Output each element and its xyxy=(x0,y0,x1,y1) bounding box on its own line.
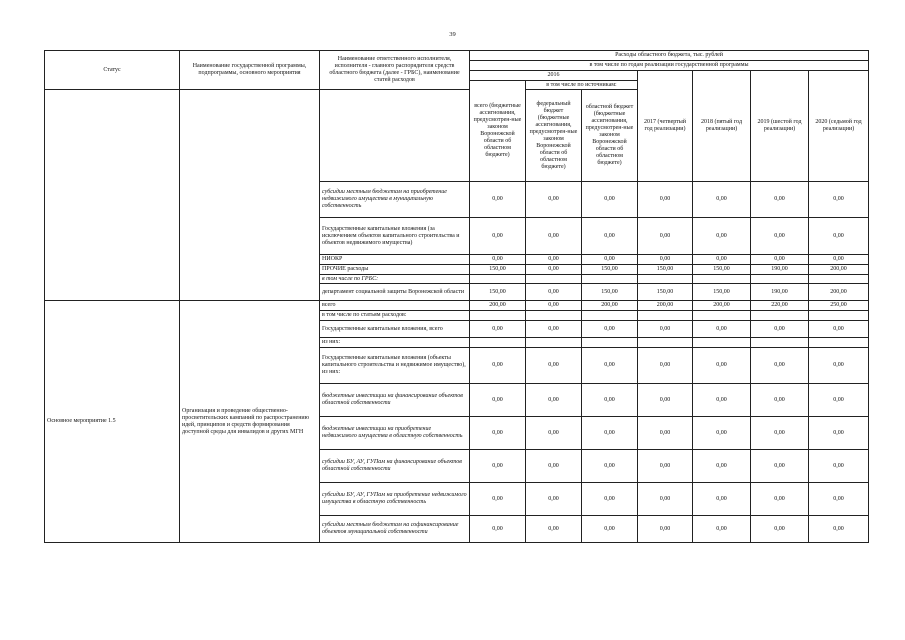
value-cell: 0,00 xyxy=(693,348,751,384)
value-cell: 0,00 xyxy=(470,182,526,218)
value-cell xyxy=(693,338,751,348)
value-cell xyxy=(582,338,638,348)
value-cell: 0,00 xyxy=(582,417,638,450)
value-cell: 0,00 xyxy=(751,321,809,338)
table-row xyxy=(45,301,869,311)
value-cell: 0,00 xyxy=(582,384,638,417)
value-cell: 0,00 xyxy=(526,218,582,255)
value-cell: 190,00 xyxy=(751,265,809,275)
value-cell: 0,00 xyxy=(526,255,582,265)
measure-status: Основное мероприятие 1.5 xyxy=(45,301,180,543)
value-cell: 0,00 xyxy=(582,348,638,384)
value-cell: 0,00 xyxy=(809,516,869,543)
value-cell xyxy=(470,275,526,284)
value-cell: 200,00 xyxy=(693,301,751,311)
value-cell: 0,00 xyxy=(470,218,526,255)
value-cell: 0,00 xyxy=(693,417,751,450)
value-cell xyxy=(526,275,582,284)
value-cell: 0,00 xyxy=(693,516,751,543)
value-cell: 0,00 xyxy=(470,321,526,338)
value-cell: 0,00 xyxy=(693,384,751,417)
header-year-2017: 2017 (четвертый год реализации) xyxy=(638,71,693,182)
header-federal: федеральный бюджет (бюджетные ассигнования, предусмотрен-ные законом Воронежской области об областном бюджете) xyxy=(526,90,582,182)
value-cell: 0,00 xyxy=(751,450,809,483)
status-cell xyxy=(45,90,180,182)
value-cell: 0,00 xyxy=(693,321,751,338)
row-label: всего xyxy=(320,301,470,311)
value-cell: 0,00 xyxy=(751,255,809,265)
row-label: субсидии местным бюджетам на приобретение недвижимого имущества в муниципальную собственность xyxy=(320,182,470,218)
header-program-name: Наименование государственной программы, подпрограммы, основного мероприятия xyxy=(180,51,320,90)
value-cell xyxy=(638,338,693,348)
value-cell: 0,00 xyxy=(751,516,809,543)
value-cell xyxy=(693,275,751,284)
value-cell: 150,00 xyxy=(582,265,638,275)
value-cell: 0,00 xyxy=(638,384,693,417)
value-cell: 0,00 xyxy=(526,417,582,450)
value-cell: 0,00 xyxy=(582,218,638,255)
row-label: Государственные капитальные вложения, всего xyxy=(320,321,470,338)
value-cell: 0,00 xyxy=(526,348,582,384)
value-cell: 0,00 xyxy=(582,255,638,265)
value-cell xyxy=(693,311,751,321)
row-label: в том числе по статьям расходов: xyxy=(320,311,470,321)
value-cell: 0,00 xyxy=(809,417,869,450)
value-cell: 200,00 xyxy=(809,265,869,275)
value-cell: 0,00 xyxy=(809,321,869,338)
value-cell: 0,00 xyxy=(809,348,869,384)
row-label: НИОКР xyxy=(320,255,470,265)
status-cell xyxy=(45,182,180,301)
row-label: Государственные капитальные вложения (объекты капитального строительства и недвижимое имущество), из них: xyxy=(320,348,470,384)
header-by-sources: в том числе по источникам: xyxy=(526,81,638,90)
value-cell: 0,00 xyxy=(526,301,582,311)
value-cell: 0,00 xyxy=(526,284,582,301)
value-cell xyxy=(582,275,638,284)
value-cell: 0,00 xyxy=(693,450,751,483)
value-cell: 0,00 xyxy=(638,321,693,338)
value-cell xyxy=(526,311,582,321)
value-cell: 0,00 xyxy=(751,417,809,450)
value-cell: 0,00 xyxy=(526,182,582,218)
value-cell xyxy=(526,338,582,348)
value-cell: 250,00 xyxy=(809,301,869,311)
row-label: ПРОЧИЕ расходы xyxy=(320,265,470,275)
value-cell xyxy=(751,338,809,348)
value-cell: 0,00 xyxy=(638,218,693,255)
value-cell: 0,00 xyxy=(693,483,751,516)
value-cell: 0,00 xyxy=(693,218,751,255)
value-cell xyxy=(470,338,526,348)
value-cell: 150,00 xyxy=(470,284,526,301)
value-cell: 0,00 xyxy=(470,417,526,450)
row-label: бюджетные инвестиции на приобретение недвижимого имущества в областную собственность xyxy=(320,417,470,450)
value-cell xyxy=(809,338,869,348)
program-cell xyxy=(180,182,320,301)
header-by-years: в том числе по годам реализации государственной программы xyxy=(470,61,869,71)
value-cell: 0,00 xyxy=(526,384,582,417)
value-cell: 200,00 xyxy=(582,301,638,311)
header-year-2018: 2018 (пятый год реализации) xyxy=(693,71,751,182)
value-cell: 150,00 xyxy=(582,284,638,301)
header-total: всего (бюджетные ассигнования, предусмотрен-ные законом Воронежской области об областном бюджете) xyxy=(470,81,526,182)
value-cell: 0,00 xyxy=(809,384,869,417)
table-row xyxy=(45,182,869,218)
value-cell: 200,00 xyxy=(470,301,526,311)
value-cell: 0,00 xyxy=(809,450,869,483)
value-cell: 0,00 xyxy=(751,218,809,255)
row-label: субсидии БУ, АУ, ГУПам на финансирование объектов областной собственности xyxy=(320,450,470,483)
value-cell: 0,00 xyxy=(470,450,526,483)
value-cell: 150,00 xyxy=(693,265,751,275)
value-cell: 0,00 xyxy=(638,450,693,483)
value-cell: 0,00 xyxy=(638,182,693,218)
value-cell: 0,00 xyxy=(470,516,526,543)
value-cell: 0,00 xyxy=(638,417,693,450)
value-cell: 220,00 xyxy=(751,301,809,311)
value-cell: 0,00 xyxy=(526,321,582,338)
value-cell: 0,00 xyxy=(582,321,638,338)
value-cell xyxy=(470,311,526,321)
value-cell xyxy=(809,275,869,284)
header-regional: областной бюджет (бюджетные ассигнования, предусмотрен-ные законом Воронежской области об областном бюджете) xyxy=(582,90,638,182)
executor-cell xyxy=(320,90,470,182)
value-cell: 0,00 xyxy=(582,516,638,543)
value-cell: 0,00 xyxy=(638,516,693,543)
value-cell: 0,00 xyxy=(638,255,693,265)
header-year-2019: 2019 (шестой год реализации) xyxy=(751,71,809,182)
value-cell xyxy=(809,311,869,321)
value-cell: 0,00 xyxy=(470,384,526,417)
row-label: департамент социальной защиты Воронежской области xyxy=(320,284,470,301)
value-cell: 0,00 xyxy=(751,483,809,516)
value-cell: 0,00 xyxy=(470,255,526,265)
value-cell xyxy=(751,311,809,321)
value-cell: 0,00 xyxy=(693,255,751,265)
value-cell: 0,00 xyxy=(751,384,809,417)
value-cell: 0,00 xyxy=(526,483,582,516)
value-cell: 0,00 xyxy=(582,182,638,218)
value-cell: 0,00 xyxy=(809,218,869,255)
value-cell: 0,00 xyxy=(526,265,582,275)
value-cell: 0,00 xyxy=(582,450,638,483)
value-cell: 200,00 xyxy=(638,301,693,311)
value-cell: 0,00 xyxy=(526,450,582,483)
value-cell: 150,00 xyxy=(693,284,751,301)
value-cell: 0,00 xyxy=(470,348,526,384)
value-cell: 0,00 xyxy=(638,483,693,516)
value-cell: 0,00 xyxy=(693,182,751,218)
value-cell: 0,00 xyxy=(809,483,869,516)
value-cell: 190,00 xyxy=(751,284,809,301)
value-cell: 0,00 xyxy=(582,483,638,516)
page-number: 39 xyxy=(449,31,456,38)
header-executor: Наименование ответственного исполнителя, исполнителя - главного распорядителя средств областного бюджета (далее - ГРБС), наименование статей расходов xyxy=(320,51,470,90)
value-cell: 0,00 xyxy=(751,348,809,384)
budget-table xyxy=(44,50,869,543)
header-year-2016: 2016 xyxy=(470,71,638,81)
row-label: бюджетные инвестиции на финансирование объектов областной собственности xyxy=(320,384,470,417)
value-cell xyxy=(638,311,693,321)
row-label: из них: xyxy=(320,338,470,348)
value-cell: 200,00 xyxy=(809,284,869,301)
value-cell: 150,00 xyxy=(638,284,693,301)
row-label: субсидии местным бюджетам на софинансирование объектов муниципальной собственности xyxy=(320,516,470,543)
value-cell xyxy=(751,275,809,284)
row-label: Государственные капитальные вложения (за исключением объектов капитального строительства и объектов недвижимого имущества) xyxy=(320,218,470,255)
row-label: субсидии БУ, АУ, ГУПам на приобретение недвижимого имущества в областную собственность xyxy=(320,483,470,516)
value-cell: 0,00 xyxy=(751,182,809,218)
value-cell: 0,00 xyxy=(809,255,869,265)
program-cell xyxy=(180,90,320,182)
value-cell: 0,00 xyxy=(526,516,582,543)
header-status: Статус xyxy=(45,51,180,90)
value-cell: 150,00 xyxy=(470,265,526,275)
header-expenses-title: Расходы областного бюджета, тыс. рублей xyxy=(470,51,869,61)
measure-name: Организация и проведение общественно-просветительских кампаний по распространению идей, принципов и средств формирования доступной среды для инвалидов и других МГН xyxy=(180,301,320,543)
value-cell xyxy=(582,311,638,321)
header-year-2020: 2020 (седьмой год реализации) xyxy=(809,71,869,182)
value-cell xyxy=(638,275,693,284)
value-cell: 0,00 xyxy=(470,483,526,516)
value-cell: 0,00 xyxy=(809,182,869,218)
value-cell: 0,00 xyxy=(638,348,693,384)
value-cell: 150,00 xyxy=(638,265,693,275)
row-label: в том числе по ГРБС: xyxy=(320,275,470,284)
